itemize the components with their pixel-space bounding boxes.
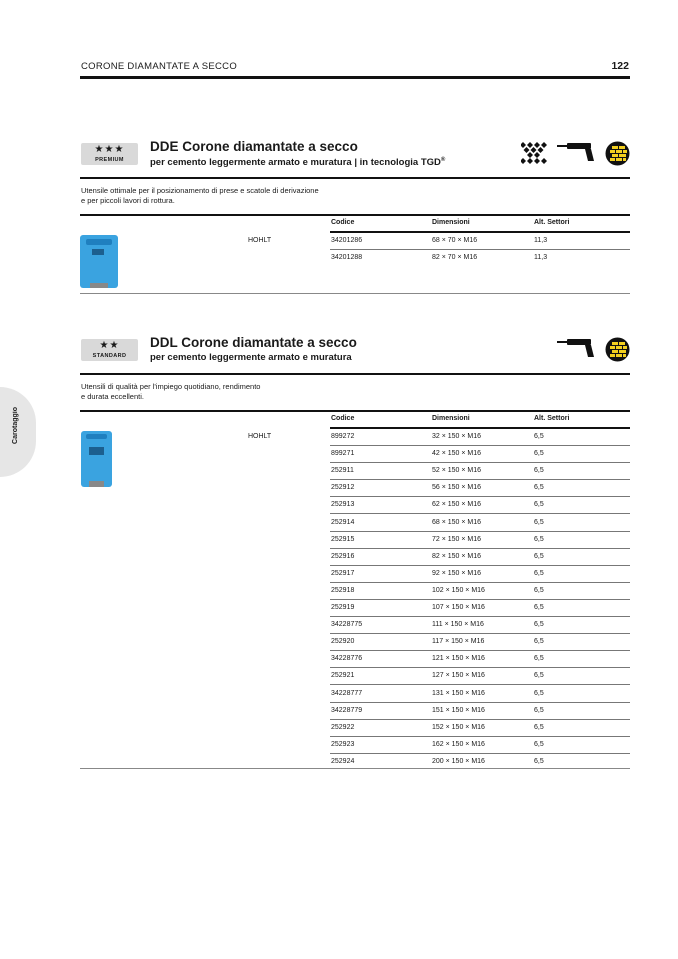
table-row [330, 515, 630, 532]
cell-alt: 6,5 [534, 450, 544, 458]
header-rule [80, 76, 630, 79]
section-title: DDL Corone diamantate a secco [150, 335, 357, 350]
cell-alt: 6,5 [534, 706, 544, 714]
cell-dimensioni: 117 × 150 × M16 [432, 638, 485, 646]
cell-codice: 252920 [331, 638, 355, 646]
cell-alt: 6,5 [534, 655, 544, 663]
cell-alt: 6,5 [534, 672, 544, 680]
table-row [330, 566, 630, 583]
cell-alt: 6,5 [534, 484, 544, 492]
cell-dimensioni: 42 × 150 × M16 [432, 450, 482, 458]
cell-alt: 6,5 [534, 501, 544, 509]
cell-dimensioni: 62 × 150 × M16 [432, 501, 482, 509]
section-rule [80, 177, 630, 179]
cell-dimensioni: 107 × 150 × M16 [432, 604, 485, 611]
cell-codice: 34201288 [331, 254, 363, 262]
cell-codice: 252924 [331, 757, 355, 765]
badge-label: STANDARD [92, 353, 127, 359]
table-row [330, 480, 630, 497]
cell-codice: 252911 [331, 467, 354, 475]
section-end-rule [80, 293, 630, 294]
cell-alt: 6,5 [534, 518, 544, 526]
cell-codice: 252917 [331, 569, 355, 577]
side-tab-label: Carotaggio [12, 407, 19, 444]
cell-dimensioni: 56 × 150 × M16 [432, 484, 482, 492]
table-row [330, 429, 630, 446]
table-row [330, 703, 630, 720]
table-row [330, 720, 630, 737]
cell-codice: 252921 [331, 672, 355, 680]
cell-dimensioni: 200 × 150 × M16 [432, 757, 485, 765]
cell-dimensioni: 121 × 150 × M16 [432, 655, 485, 663]
cell-alt: 6,5 [534, 552, 544, 560]
cell-alt: 6,5 [534, 740, 544, 748]
table-row [330, 497, 630, 514]
cell-codice: 899272 [331, 433, 355, 440]
cell-codice: 34228779 [331, 706, 363, 714]
cell-dimensioni: 92 × 150 × M16 [432, 569, 482, 577]
cell-codice: 252916 [331, 552, 355, 560]
table-row [330, 651, 630, 668]
standard-badge [81, 339, 138, 361]
section-end-rule [80, 768, 630, 769]
registered-mark: ® [440, 157, 446, 163]
badge-stars: ★★ [99, 340, 120, 351]
cell-dimensioni: 152 × 150 × M16 [432, 723, 485, 731]
cell-alt: 6,5 [534, 535, 544, 543]
table-row [330, 233, 630, 250]
table-row [330, 634, 630, 651]
cell-alt: 6,5 [534, 569, 544, 577]
table-top-rule [80, 410, 630, 412]
cell-dimensioni: 151 × 150 × M16 [432, 706, 485, 714]
cell-alt: 6,5 [534, 586, 544, 594]
table-row [330, 583, 630, 600]
cell-alt: 11,3 [534, 237, 548, 244]
table-row [330, 250, 630, 267]
section-subtitle: per cemento leggermente armato e muratura [150, 352, 352, 363]
drill-icon [557, 337, 597, 359]
product-image-ddl [81, 431, 112, 487]
description-line-1: Utensili di qualità per l'impiego quotidiano, rendimento [81, 382, 261, 391]
cell-alt: 6,5 [534, 757, 544, 765]
cell-codice: 252922 [331, 723, 355, 731]
cell-codice: 34228775 [331, 621, 363, 629]
cell-alt: 6,5 [534, 433, 544, 440]
section-rule [80, 373, 630, 375]
cell-dimensioni: 68 × 70 × M16 [432, 237, 478, 244]
table-row [330, 668, 630, 685]
col-header-alt: Alt. Settori [534, 415, 570, 422]
cell-codice: 34228777 [331, 689, 363, 697]
page-header-title: CORONE DIAMANTATE A SECCO [81, 61, 238, 72]
cell-codice: 252918 [331, 586, 355, 594]
cell-dimensioni: 162 × 150 × M16 [432, 740, 485, 748]
table-row [330, 686, 630, 703]
product-label: HOHLT [248, 237, 272, 244]
table-row [330, 549, 630, 566]
side-tab[interactable] [0, 387, 36, 477]
badge-stars: ★★★ [94, 144, 125, 155]
table-row [330, 446, 630, 463]
cell-alt: 6,5 [534, 621, 544, 629]
description-line-2: e per piccoli lavori di rottura. [81, 196, 175, 205]
premium-badge [81, 143, 138, 165]
cell-dimensioni: 32 × 150 × M16 [432, 433, 482, 440]
product-label: HOHLT [248, 433, 272, 440]
product-image-dde [80, 235, 118, 288]
cell-dimensioni: 131 × 150 × M16 [432, 689, 485, 697]
cell-dimensioni: 82 × 150 × M16 [432, 552, 482, 560]
cell-codice: 252913 [331, 501, 355, 509]
description-line-1: Utensile ottimale per il posizionamento di prese e scatole di derivazione [81, 186, 319, 195]
col-header-codice: Codice [331, 415, 355, 422]
section-subtitle-text: per cemento leggermente armato e muratura | in tecnologia TGD [150, 157, 441, 169]
description-line-2: e durata eccellenti. [81, 392, 144, 401]
table-top-rule [80, 214, 630, 216]
table-row [330, 617, 630, 634]
cell-codice: 34201286 [331, 237, 363, 244]
cell-codice: 34228776 [331, 655, 363, 663]
cell-alt: 6,5 [534, 723, 544, 731]
cell-codice: 252912 [331, 484, 355, 492]
col-header-dimensioni: Dimensioni [432, 219, 470, 226]
section-description [81, 186, 381, 206]
cell-dimensioni: 102 × 150 × M16 [432, 586, 485, 594]
page-number: 122 [611, 60, 629, 72]
section-description [81, 382, 381, 402]
cell-alt: 6,5 [534, 638, 544, 646]
badge-label: PREMIUM [95, 157, 124, 163]
cell-alt: 6,5 [534, 689, 544, 697]
cell-alt: 11,3 [534, 254, 548, 262]
cell-codice: 252919 [331, 604, 355, 611]
col-header-alt: Alt. Settori [534, 219, 570, 226]
cell-dimensioni: 127 × 150 × M16 [432, 672, 485, 680]
cell-dimensioni: 82 × 70 × M16 [432, 254, 478, 262]
table-row [330, 463, 630, 480]
section-title: DDE Corone diamantate a secco [150, 139, 358, 154]
col-header-codice: Codice [331, 219, 355, 226]
cell-dimensioni: 111 × 150 × M16 [432, 621, 484, 629]
diamond-dots-icon [521, 141, 547, 165]
cell-dimensioni: 72 × 150 × M16 [432, 535, 482, 543]
cell-codice: 252923 [331, 740, 355, 748]
col-header-dimensioni: Dimensioni [432, 415, 470, 422]
table-row [330, 600, 630, 617]
cell-dimensioni: 52 × 150 × M16 [432, 467, 482, 475]
cell-codice: 252915 [331, 535, 355, 543]
section-subtitle [150, 157, 445, 168]
cell-codice: 899271 [331, 450, 355, 458]
cell-alt: 6,5 [534, 604, 544, 611]
table-row [330, 737, 630, 754]
cell-dimensioni: 68 × 150 × M16 [432, 518, 482, 526]
table-row [330, 532, 630, 549]
cell-alt: 6,5 [534, 467, 544, 475]
masonry-icon [605, 141, 630, 166]
cell-codice: 252914 [331, 518, 355, 526]
drill-icon [557, 141, 597, 163]
masonry-icon [605, 337, 630, 362]
